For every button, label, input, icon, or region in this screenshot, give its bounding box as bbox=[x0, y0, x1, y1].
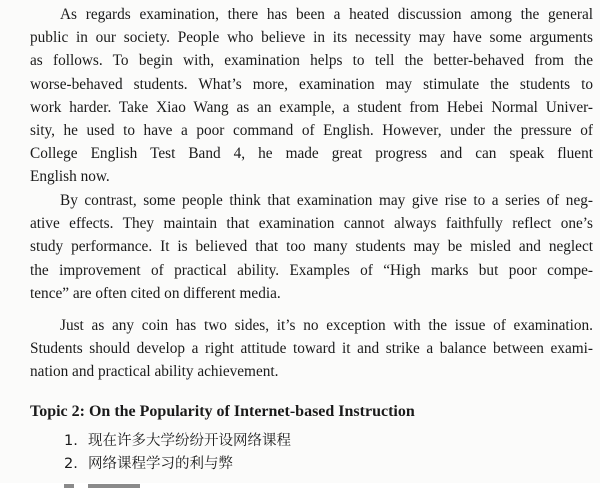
text-line: tence” are often cited on different media. bbox=[30, 284, 281, 302]
paragraph-1 bbox=[30, 3, 593, 189]
text-line: the improvement of practical ability. Examples of “High marks but poor compe- bbox=[30, 261, 593, 279]
item-number: 2. bbox=[64, 456, 78, 472]
text-line: Just as any coin has two sides, it’s no exception with the issue of examination. bbox=[60, 317, 593, 334]
item-text: 网络课程学习的利与弊 bbox=[88, 456, 233, 472]
list-item bbox=[64, 430, 291, 453]
topic-heading: Topic 2: On the Popularity of Internet-based Instruction bbox=[30, 403, 415, 420]
text-line: English now. bbox=[30, 168, 110, 186]
item-number: 1. bbox=[64, 433, 78, 449]
list-item bbox=[64, 453, 291, 476]
paragraph-3 bbox=[30, 314, 593, 384]
text-line: nation and practical ability achievement. bbox=[30, 363, 279, 381]
text-line: Students should develop a right attitude toward it and strike a balance between exami- bbox=[30, 340, 593, 358]
paragraph-2 bbox=[30, 189, 593, 305]
text-line: work harder. Take Xiao Wang as an example, a student from Hebei Normal Univer- bbox=[30, 98, 593, 116]
text-line: as follows. To begin with, examination helps to tell the better-behaved from the bbox=[30, 52, 593, 70]
text-line: public in our society. People who believe in its necessity may have some arguments bbox=[30, 29, 593, 47]
text-line: study performance. It is believed that too many students may be misled and neglect bbox=[30, 238, 593, 256]
cropped-list-item bbox=[64, 476, 184, 488]
text-line: As regards examination, there has been a heated discussion among the general bbox=[60, 6, 593, 23]
text-line: College English Test Band 4, he made great progress and can speak fluent bbox=[30, 145, 593, 163]
item-text: 现在许多大学纷纷开设网络课程 bbox=[88, 433, 291, 449]
text-line: ative effects. They maintain that examination cannot always faithfully reflect one’s bbox=[30, 215, 593, 233]
text-line: By contrast, some people think that examination may give rise to a series of neg- bbox=[60, 192, 593, 209]
text-line: worse-behaved students. What’s more, examination may stimulate the students to bbox=[30, 75, 593, 93]
topic-outline-list bbox=[64, 430, 291, 476]
text-line: sity, he used to have a poor command of English. However, under the pressure of bbox=[30, 122, 593, 140]
